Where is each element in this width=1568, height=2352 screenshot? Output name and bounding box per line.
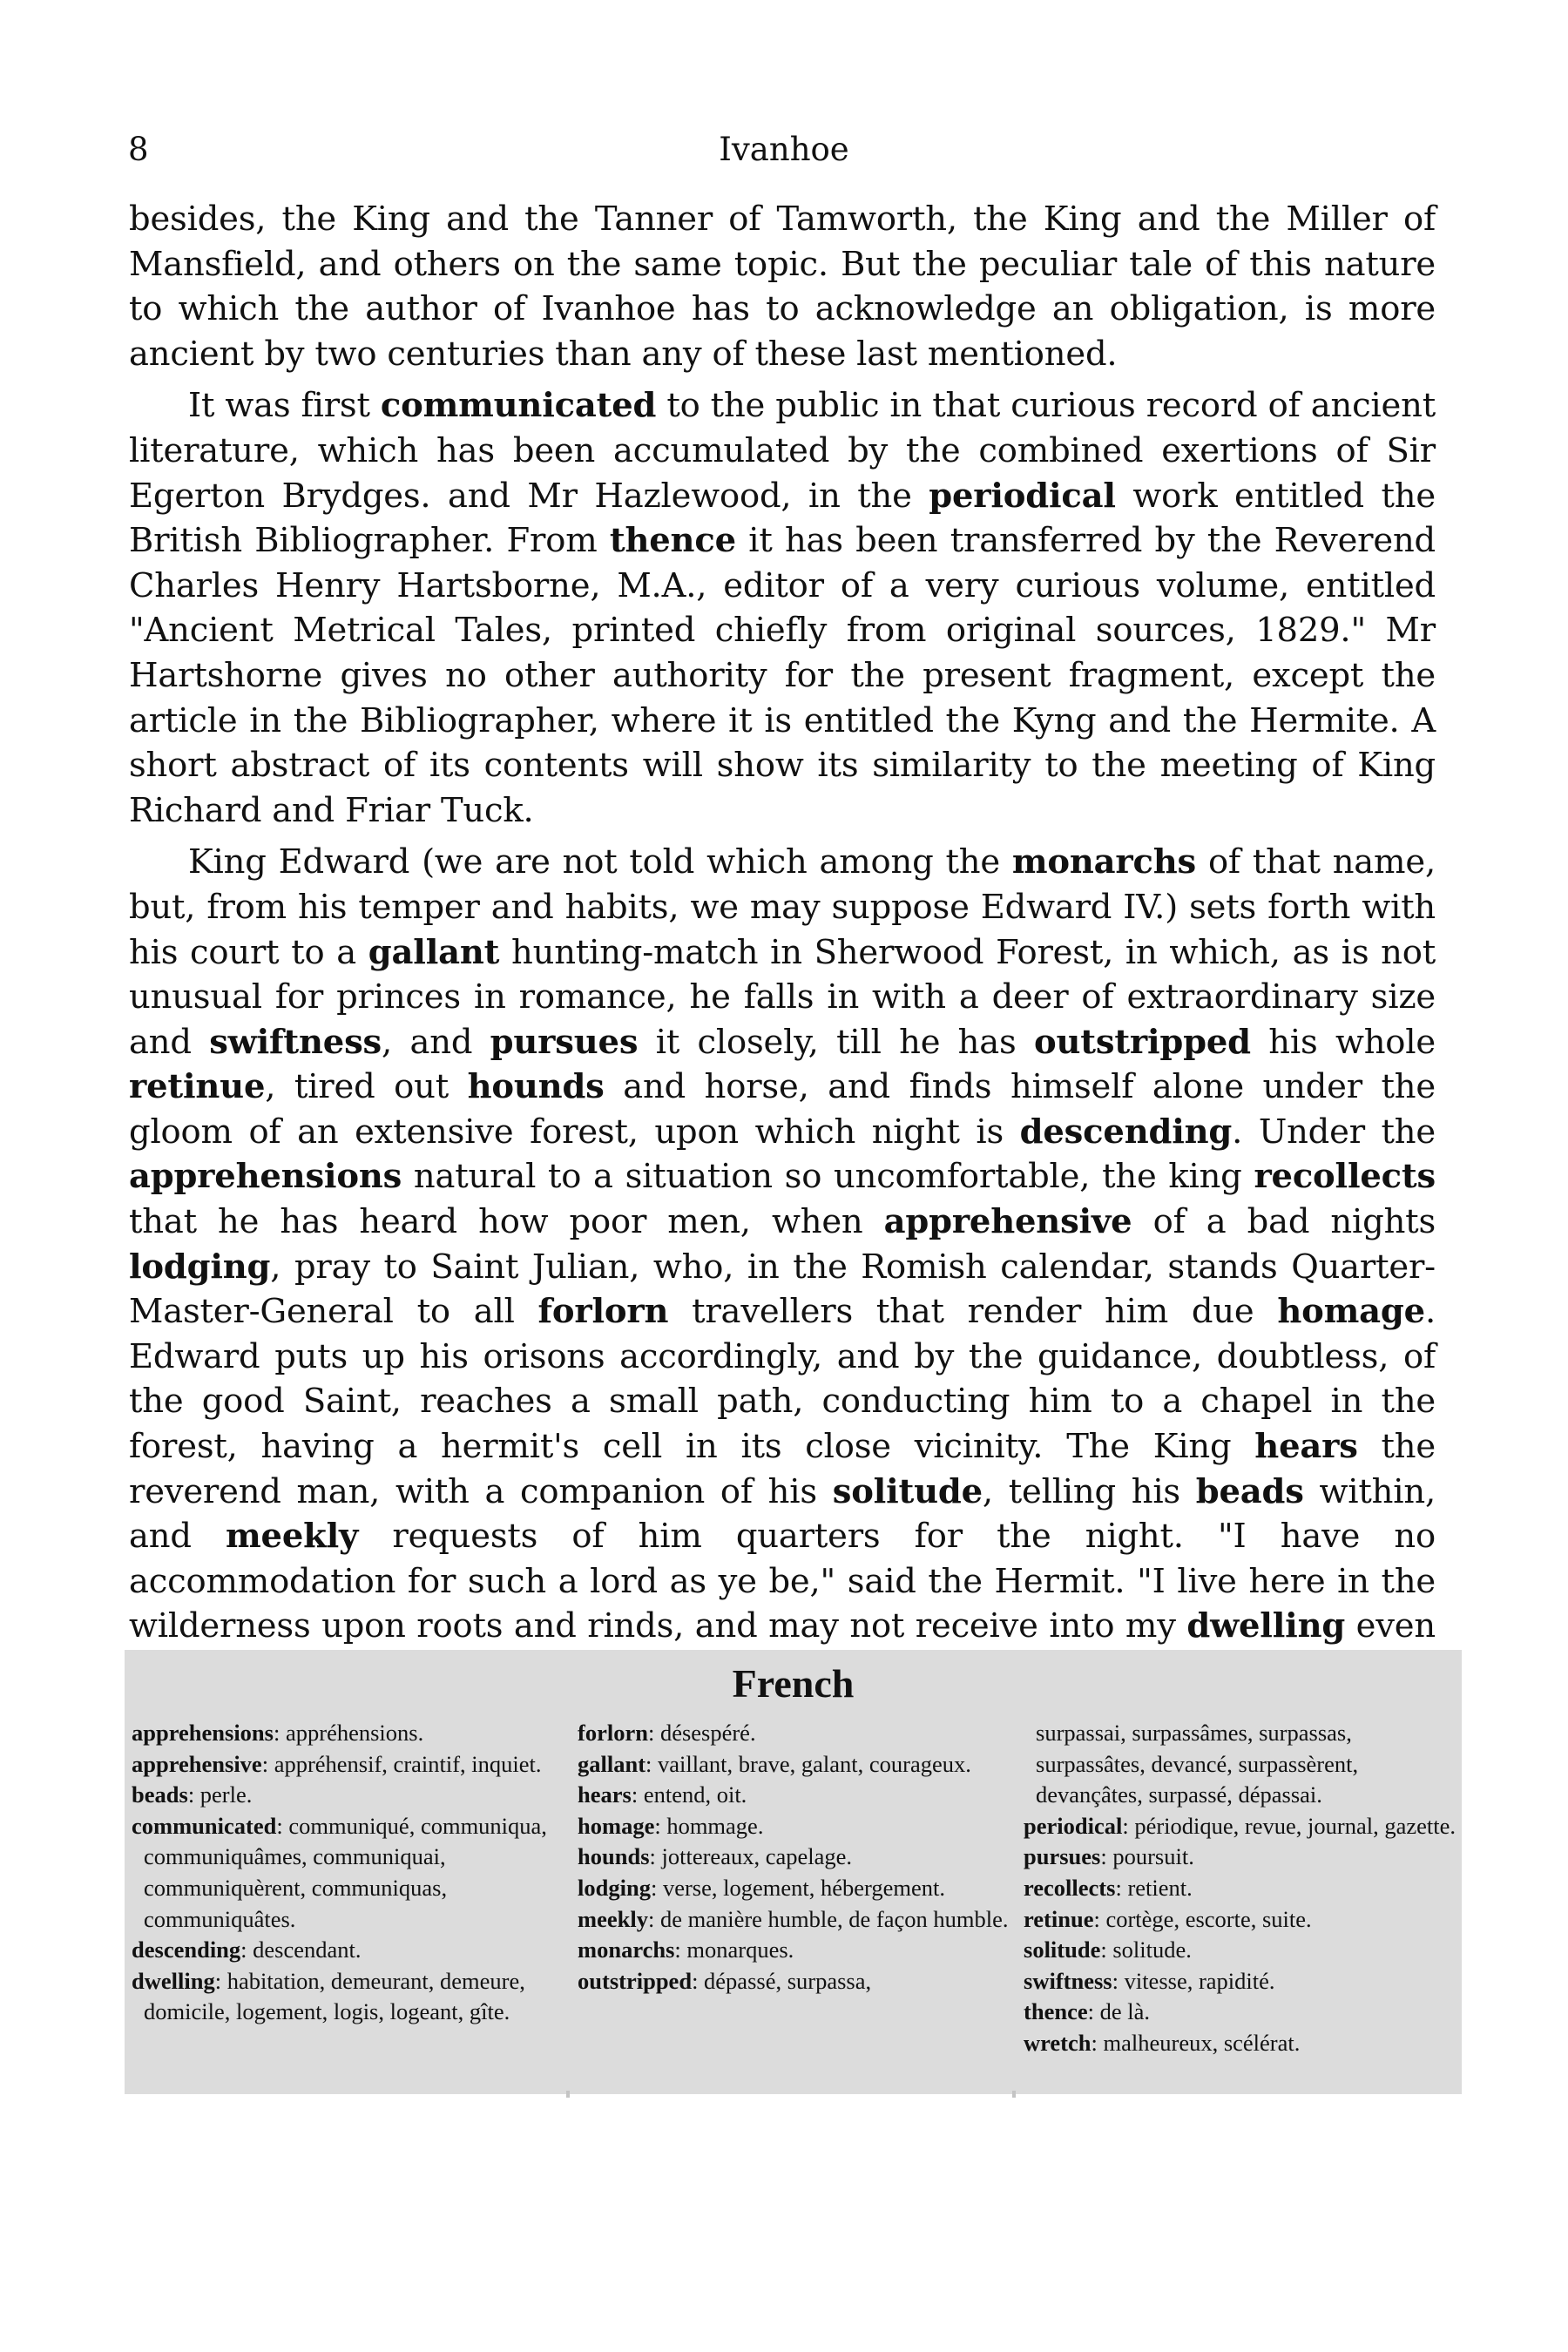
- glossary-term: solitude: [1024, 1936, 1101, 1963]
- glossary-entry: [1024, 2028, 1459, 2059]
- glossary-definition: : cortège, escorte, suite.: [1093, 1905, 1312, 1932]
- glossed-word: dwelling: [1186, 1606, 1346, 1646]
- glossary-term: monarchs: [578, 1936, 675, 1963]
- paragraph-3: King Edward (we are not told which among the monarchs of that name, but, from his temper and habits, we may suppose Edward IV.) sets forth with his court to a gallant hunting-match in Sherwood Forest, in which, as is not unusual for princes in romance, he falls in with a deer of extraordinary size and swiftness, and pursues it closely, till he has outstripped his whole retinue, tired out hounds and horse, and finds himself alone under the gloom of an extensive forest, upon which night is descending. Under the apprehensions natural to a situation so uncomfortable, the king recollects that he has heard how poor men, when apprehensive of a bad nights lodging, pray to Saint Julian, who, in the Romish calendar, stands Quarter-Master-General to all forlorn travellers that render him due homage. Edward puts up his orisons accordingly, and by the guidance, doubtless, of the good Saint, reaches a small path, conducting him to a chapel in the forest, having a hermit's cell in its close vicinity. The King hears the reverend man, with a companion of his solitude, telling his beads within, and meekly requests of him quarters for the night. "I have no accommodation for such a lord as ye be," said the Hermit. "I live here in the wilderness upon roots and rinds, and may not receive into my dwelling even: [129, 840, 1436, 1693]
- glossary-term: pursues: [1024, 1843, 1101, 1870]
- glossary-definition: : verse, logement, hébergement.: [650, 1874, 945, 1901]
- glossary-term: outstripped: [578, 1967, 693, 1994]
- glossed-word: hounds: [467, 1067, 605, 1107]
- glossary-entry: [132, 1780, 567, 1811]
- glossary-definition: : solitude.: [1100, 1936, 1192, 1963]
- glossary-entry: [132, 1811, 567, 1935]
- glossed-word: beads: [1195, 1471, 1304, 1511]
- glossed-word: monarchs: [1011, 842, 1197, 882]
- glossary-entry: [578, 1935, 1013, 1966]
- glossary-entry: [1024, 1997, 1459, 2028]
- glossed-word: swiftness: [209, 1022, 382, 1062]
- glossary-term: communicated: [132, 1812, 277, 1839]
- glossary-entry: [132, 1935, 567, 1966]
- glossed-word: outstripped: [1034, 1022, 1251, 1062]
- glossary-entry: [578, 1718, 1013, 1749]
- glossary-term: descending: [132, 1936, 241, 1963]
- glossary-term: hears: [578, 1781, 632, 1808]
- glossary-entry: [132, 1966, 567, 2028]
- glossary-definition: : dépassé, surpassa,: [692, 1967, 872, 1994]
- glossary-term: apprehensive: [132, 1750, 262, 1777]
- glossed-word: forlorn: [537, 1292, 669, 1332]
- glossary-definition: : périodique, revue, journal, gazette.: [1122, 1812, 1456, 1839]
- glossary-term: periodical: [1024, 1812, 1123, 1839]
- glossed-word: solitude: [832, 1471, 983, 1511]
- glossary-entry: [578, 1749, 1013, 1781]
- paragraph-1: besides, the King and the Tanner of Tamworth, the King and the Miller of Mansfield, and others on the same topic. But the peculiar tale of this nature to which the author of Ivanhoe has to acknowledge an obligation, is more ancient by two centuries than any of these last mentioned.: [129, 199, 1436, 374]
- running-title: Ivanhoe: [719, 131, 849, 168]
- glossary-definition: : communiqué, communiqua, communiquâmes, communiquai, communiquèrent, communiquas, communiquâtes.: [144, 1812, 547, 1932]
- glossary-column-3: [1024, 1718, 1459, 2059]
- glossed-word: periodical: [929, 476, 1116, 516]
- glossed-word: pursues: [490, 1022, 639, 1062]
- glossary-column-2: [578, 1718, 1013, 2059]
- glossed-word: homage: [1277, 1292, 1425, 1332]
- glossary-entry: [132, 1749, 567, 1781]
- glossary-definition: : désespéré.: [647, 1720, 756, 1746]
- glossary-continuation: surpassai, surpassâmes, surpassas, surpassâtes, devancé, surpassèrent, devançâtes, surpassé, dépassai.: [1036, 1720, 1359, 1808]
- glossary-definition: : descendant.: [240, 1936, 362, 1963]
- glossary-term: meekly: [578, 1905, 648, 1932]
- glossary-definition: : jottereaux, capelage.: [649, 1843, 852, 1870]
- glossary-column-1: [132, 1718, 567, 2059]
- glossary-entry: [578, 1842, 1013, 1873]
- glossary-entry: [1024, 1811, 1459, 1842]
- glossary-entry: [1024, 1873, 1459, 1904]
- column-divider: [1012, 2091, 1016, 2098]
- glossary-entry: [132, 1718, 567, 1749]
- body-text: [129, 197, 1436, 1701]
- glossary-entry: [1024, 1842, 1459, 1873]
- glossary-term: recollects: [1024, 1874, 1116, 1901]
- glossary-definition: : perle.: [187, 1781, 253, 1808]
- glossed-word: thence: [609, 521, 736, 561]
- glossed-word: descending: [1019, 1112, 1233, 1152]
- glossed-word: hears: [1254, 1427, 1358, 1467]
- glossary-definition: : vaillant, brave, galant, courageux.: [645, 1750, 971, 1777]
- glossary-definition: : hommage.: [654, 1812, 764, 1839]
- glossed-word: retinue: [129, 1067, 266, 1107]
- glossary-definition: : monarques.: [674, 1936, 794, 1963]
- paragraph-2: It was first communicated to the public in that curious record of ancient literature, which has been accumulated by the combined exertions of Sir Egerton Brydges. and Mr Hazlewood, in the periodical work entitled the British Bibliographer. From thence it has been transferred by the Reverend Charles Henry Hartsborne, M.A., editor of a very curious volume, entitled "Ancient Metrical Tales, printed chiefly from original sources, 1829." Mr Hartshorne gives no other authority for the present fragment, except the article in the Bibliographer, where it is entitled the Kyng and the Hermite. A short abstract of its contents will show its similarity to the meeting of King Richard and Friar Tuck.: [129, 386, 1436, 830]
- glossary-term: dwelling: [132, 1967, 215, 1994]
- glossed-word: apprehensions: [129, 1157, 402, 1197]
- glossary-term: hounds: [578, 1843, 650, 1870]
- glossary-entry: [578, 1873, 1013, 1904]
- glossary-term: wretch: [1024, 2029, 1092, 2056]
- glossed-word: lodging: [129, 1247, 271, 1287]
- glossary-term: gallant: [578, 1750, 646, 1777]
- page-number: 8: [128, 131, 149, 168]
- glossary-term: apprehensions: [132, 1720, 274, 1746]
- glossary-definition: : appréhensions.: [274, 1720, 424, 1746]
- glossary-definition: : vitesse, rapidité.: [1112, 1967, 1275, 1994]
- glossary-entry: [578, 1904, 1013, 1936]
- glossary-term: lodging: [578, 1874, 651, 1901]
- column-divider: [566, 2091, 570, 2098]
- glossed-word: communicated: [380, 386, 657, 426]
- glossed-word: apprehensive: [883, 1202, 1132, 1242]
- glossary-entry: [578, 1811, 1013, 1842]
- glossary-entry: [1024, 1904, 1459, 1936]
- glossary-definition: : malheureux, scélérat.: [1091, 2029, 1301, 2056]
- glossary-definition: : retient.: [1115, 1874, 1193, 1901]
- glossary-definition: : entend, oit.: [631, 1781, 747, 1808]
- glossary-title: French: [732, 1661, 855, 1706]
- glossary-definition: : de là.: [1087, 1998, 1150, 2025]
- glossary-definition: : poursuit.: [1100, 1843, 1194, 1870]
- glossary-term: beads: [132, 1781, 188, 1808]
- glossed-word: gallant: [368, 932, 500, 972]
- glossary-definition: : appréhensif, craintif, inquiet.: [261, 1750, 542, 1777]
- glossary-entry: [1024, 1966, 1459, 1997]
- glossary-entry: [578, 1780, 1013, 1811]
- glossed-word: meekly: [226, 1517, 359, 1557]
- glossed-word: recollects: [1254, 1157, 1436, 1197]
- glossary-term: retinue: [1024, 1905, 1094, 1932]
- glossary-definition: : de manière humble, de façon humble.: [647, 1905, 1009, 1932]
- glossary-term: swiftness: [1024, 1967, 1112, 1994]
- glossary-entry: [1024, 1935, 1459, 1966]
- glossary-entry: [578, 1966, 1013, 1997]
- glossary-term: forlorn: [578, 1720, 648, 1746]
- glossary-box: [125, 1650, 1462, 2094]
- glossary-definition: : habitation, demeurant, demeure, domicile, logement, logis, logeant, gîte.: [144, 1967, 525, 2025]
- glossary-term: homage: [578, 1812, 655, 1839]
- glossary-term: thence: [1024, 1998, 1088, 2025]
